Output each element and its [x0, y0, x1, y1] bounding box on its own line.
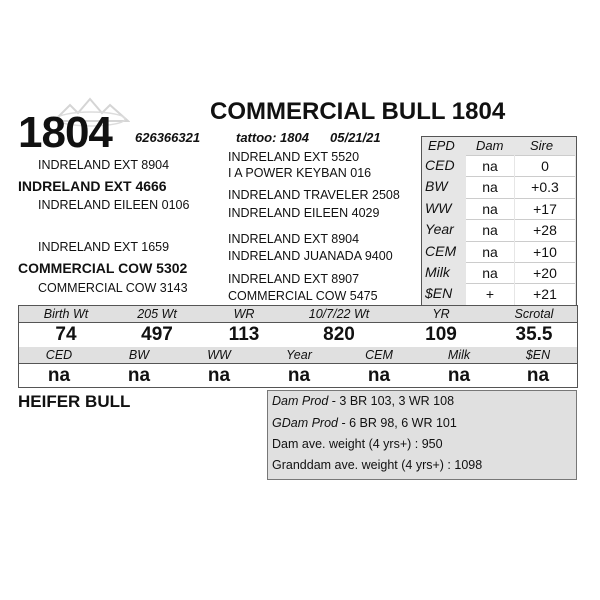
calf-epd-en: na [526, 365, 550, 386]
calf-epd-ced: na [47, 365, 71, 386]
epd-dam-value: na [466, 262, 514, 284]
registration-number: 626366321 [135, 130, 201, 145]
birth-date: 05/21/21 [330, 130, 381, 145]
epd-row-ww [422, 198, 576, 219]
calf-epd-header-cem: CEM [365, 348, 393, 362]
dam-prod-label: Dam Prod [272, 394, 329, 408]
epd-label: Milk [425, 262, 465, 283]
granddam-ave-weight: Granddam ave. weight (4 yrs+) : 1098 [272, 458, 483, 472]
perf-scrotal: 35.5 [515, 324, 553, 345]
epd-row-bw [422, 176, 576, 197]
calf-epd-header-year: Year [286, 348, 312, 362]
epd-label: BW [425, 176, 465, 197]
epd-rows [422, 155, 576, 305]
animal-title: COMMERCIAL BULL 1804 [210, 98, 506, 125]
perf-header-birth-wt: Birth Wt [43, 307, 89, 321]
calf-epd-header-en: $EN [525, 348, 551, 362]
epd-label: CEM [425, 241, 465, 262]
epd-dam-value: na [466, 155, 514, 177]
epd-sire-value: +21 [515, 283, 575, 305]
perf-wr: 113 [228, 324, 260, 345]
epd-dam-value: na [466, 219, 514, 241]
epd-sire-value: +28 [515, 219, 575, 241]
perf-10-7-22-wt: 820 [323, 324, 355, 345]
perf-205-wt: 497 [141, 324, 173, 345]
dam-prod-value: - 3 BR 103, 3 WR 108 [328, 394, 455, 408]
calf-epd-cem: na [367, 365, 391, 386]
perf-header-scrotal: Scrotal [514, 307, 554, 321]
epd-dam-value: + [466, 283, 514, 305]
calf-epd-year: na [287, 365, 311, 386]
heifer-bull-label: HEIFER BULL [18, 392, 131, 411]
epd-row-milk [422, 262, 576, 283]
epd-table-header [422, 137, 576, 155]
epd-header-dam: Dam [476, 138, 504, 153]
epd-label: $EN [425, 283, 465, 304]
perf-header-10-7-22-wt: 10/7/22 Wt [308, 307, 370, 321]
dam-prod-line [272, 394, 454, 408]
pedigree-ssd: I A POWER KEYBAN 016 [228, 166, 372, 180]
pedigree-ddd: COMMERCIAL COW 5475 [228, 289, 378, 303]
pedigree-sdd: INDRELAND EILEEN 4029 [228, 206, 380, 220]
tattoo: tattoo: 1804 [236, 130, 309, 145]
pedigree-ss: INDRELAND EXT 8904 [38, 158, 170, 172]
dam-ave-weight: Dam ave. weight (4 yrs+) : 950 [272, 437, 443, 451]
perf-header-205-wt: 205 Wt [137, 307, 177, 321]
epd-sire-value: 0 [515, 155, 575, 177]
epd-row-en [422, 283, 576, 304]
epd-sire-value: +10 [515, 241, 575, 263]
epd-label: WW [425, 198, 465, 219]
performance-table [18, 305, 578, 349]
epd-row-year [422, 219, 576, 240]
pedigree-ds: INDRELAND EXT 1659 [38, 240, 170, 254]
epd-sire-value: +20 [515, 262, 575, 284]
calf-epd-ww: na [207, 365, 231, 386]
epd-label: Year [425, 219, 465, 240]
epd-header-label: EPD [428, 138, 455, 153]
pedigree-sd: INDRELAND EILEEN 0106 [38, 198, 190, 212]
perf-yr: 109 [425, 324, 457, 345]
epd-header-sire: Sire [530, 138, 554, 153]
pedigree-dsd: INDRELAND JUANADA 9400 [228, 249, 393, 263]
epd-dam-value: na [466, 241, 514, 263]
pedigree-dd: COMMERCIAL COW 3143 [38, 281, 188, 295]
gdam-prod-label: GDam Prod [272, 416, 338, 430]
pedigree-dam: COMMERCIAL COW 5302 [18, 260, 188, 276]
calf-epd-table [18, 347, 578, 388]
calf-epd-bw: na [127, 365, 151, 386]
pedigree-dds: INDRELAND EXT 8907 [228, 272, 360, 286]
epd-row-cem [422, 241, 576, 262]
pedigree-sds: INDRELAND TRAVELER 2508 [228, 188, 400, 202]
epd-label: CED [425, 155, 465, 176]
gdam-prod-line [272, 416, 457, 430]
perf-header-yr: YR [432, 307, 450, 321]
epd-table [421, 136, 577, 306]
calf-epd-milk: na [447, 365, 471, 386]
calf-epd-header-milk: Milk [447, 348, 471, 362]
epd-sire-value: +17 [515, 198, 575, 220]
epd-row-ced [422, 155, 576, 176]
perf-header-wr: WR [233, 307, 255, 321]
epd-sire-value: +0.3 [515, 176, 575, 198]
gdam-prod-value: - 6 BR 98, 6 WR 101 [338, 416, 457, 430]
pedigree-sire: INDRELAND EXT 4666 [18, 178, 167, 194]
pedigree-sss: INDRELAND EXT 5520 [228, 150, 360, 164]
calf-epd-header-ced: CED [45, 348, 73, 362]
epd-dam-value: na [466, 198, 514, 220]
calf-epd-header-bw: BW [128, 348, 150, 362]
pedigree-dss: INDRELAND EXT 8904 [228, 232, 360, 246]
lot-number: 1804 [18, 108, 112, 157]
dam-production-box [267, 390, 577, 480]
epd-dam-value: na [466, 176, 514, 198]
perf-birth-wt: 74 [55, 324, 77, 345]
calf-epd-header-ww: WW [207, 348, 231, 362]
